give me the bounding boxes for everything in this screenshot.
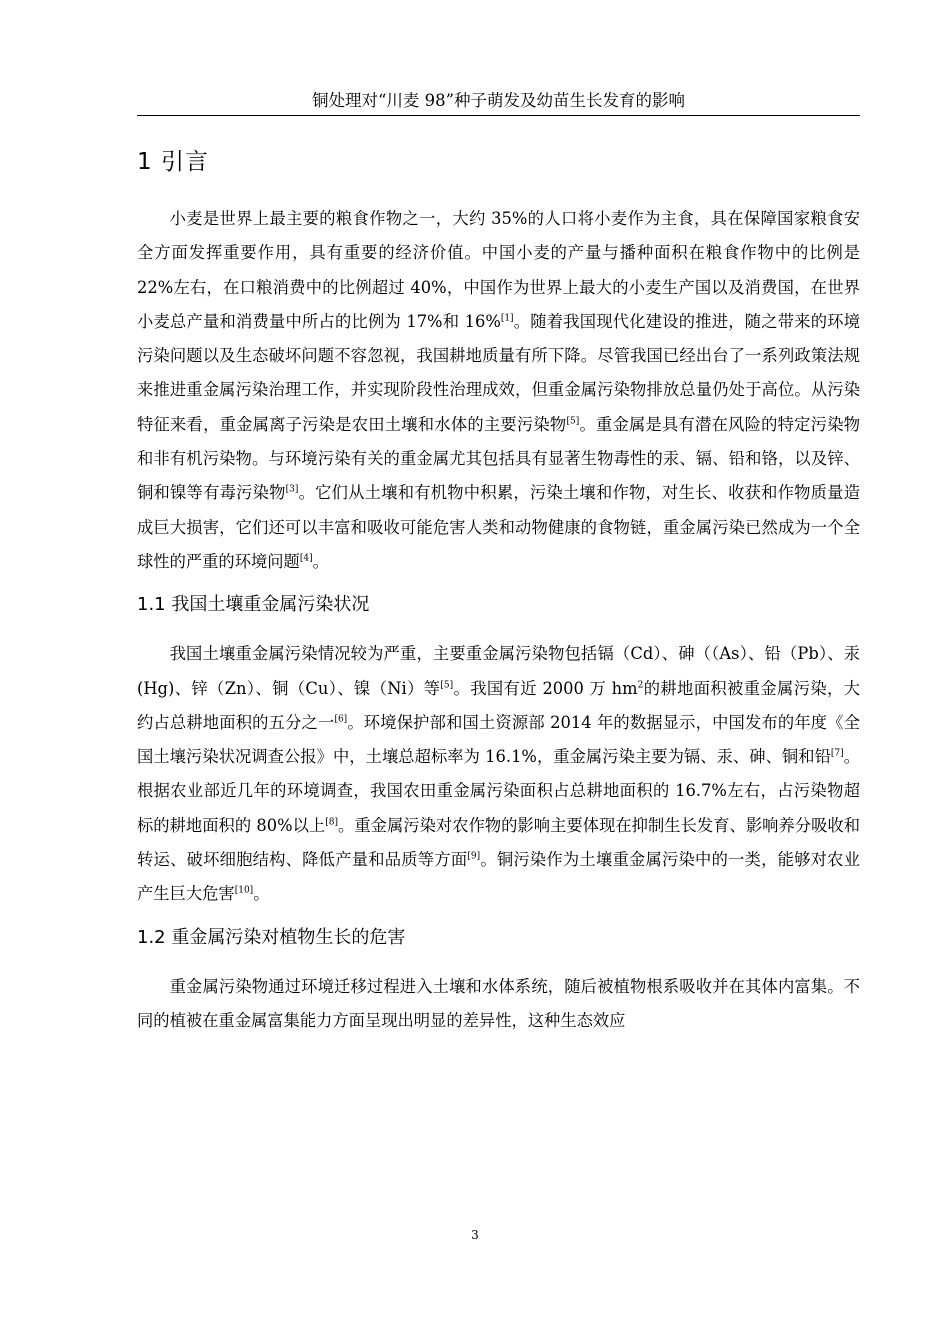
citation-superscript: [9]: [467, 851, 481, 862]
body-paragraph: [137, 637, 860, 911]
section-heading: 1 引言: [137, 149, 209, 175]
citation-superscript: [4]: [299, 553, 313, 564]
text-run: 的耕地面积被重金属污染，大约占总耕地面积的五分之一: [137, 678, 860, 732]
page-number: 3: [471, 1228, 479, 1242]
text-run: 。重金属是具有潜在风险的特定污染物和非有机污染物。与环境污染有关的重金属尤其包括具有显著生物毒性的汞、镉、铅和铬，以及锌、铜和镍等有毒污染物: [137, 414, 860, 503]
text-run: 。环境保护部和国土资源部 2014 年的数据显示，中国发布的年度《全国土壤污染状况调查公报》中，土壤总超标率为 16.1%，重金属污染主要为镉、汞、砷、铜和铅: [137, 712, 860, 767]
text-run: 。根据农业部近几年的环境调查，我国农田重金属污染面积占总耕地面积的 16.7%左右，占污染物超标的耕地面积的 80%以上: [137, 747, 860, 835]
text-run: 。它们从土壤和有机物中积累，污染土壤和作物，对生长、收获和作物质量造成巨大损害，它们还可以丰富和吸收可能危害人类和动物健康的食物链，重金属污染已然成为一个全球性的严重的环境问题: [137, 483, 860, 571]
citation-superscript: [7]: [830, 748, 844, 759]
text-run: 。重金属污染对农作物的影响主要体现在抑制生长发育、影响养分吸收和转运、破坏细胞结构、降低产量和品质等方面: [137, 815, 860, 870]
text-run: 我国土壤重金属污染情况较为严重，主要重金属污染物包括镉（Cd）、砷（（As）、铅（Pb）、汞(Hg)、锌（Zn）、铜（Cu）、镍（Ni）等: [137, 644, 860, 698]
citation-superscript: [6]: [334, 714, 348, 725]
text-run: 。我国有近 2000 万 hm: [453, 678, 638, 698]
text-run: 。随着我国现代化建设的推进，随之带来的环境污染问题以及生态破坏问题不容忽视，我国耕地质量有所下降。尽管我国已经出台了一系列政策法规来推进重金属污染治理工作，并实现阶段性治理成效，但重金属污染物排放总量仍处于高位。从污染特征来看，重金属离子污染是农田土壤和水体的主要污染物: [137, 311, 860, 434]
text-run: 。: [312, 551, 329, 571]
text-run: 小麦是世界上最主要的粮食作物之一，大约 35%的人口将小麦作为主食，具在保障国家粮食安全方面发挥重要作用，具有重要的经济价值。中国小麦的产量与播种面积在粮食作物中的比例是 22%左右，在口粮消费中的比例超过 40%，中国作为世界上最大的小麦生产国以及消费国，在世界小麦总产量和消费量中所占的比例为 17%和 16%: [137, 209, 860, 331]
body-paragraph: [137, 970, 860, 1039]
citation-superscript: [3]: [285, 484, 299, 495]
text-run: 重金属污染物通过环境迁移过程进入土壤和水体系统，随后被植物根系吸收并在其体内富集。不同的植被在重金属富集能力方面呈现出明显的差异性，这种生态效应: [137, 976, 860, 1030]
text-run: 。铜污染作为土壤重金属污染中的一类，能够对农业产生巨大危害: [137, 850, 860, 904]
citation-superscript: [1]: [500, 313, 514, 324]
citation-superscript: [10]: [234, 885, 254, 896]
subsection-heading: 1.1 我国土壤重金属污染状况: [137, 594, 370, 616]
main-content: [137, 142, 860, 1044]
subsection-heading: 1.2 重金属污染对植物生长的危害: [137, 926, 406, 948]
citation-superscript: [5]: [440, 680, 454, 691]
citation-superscript: [8]: [325, 817, 338, 828]
running-header: 铜处理对“川麦 98”种子萌发及幼苗生长发育的影响: [137, 90, 860, 116]
citation-superscript: [5]: [566, 416, 580, 427]
text-run: 。: [253, 884, 270, 904]
body-paragraph: [137, 202, 860, 579]
citation-superscript: 2: [637, 680, 644, 691]
